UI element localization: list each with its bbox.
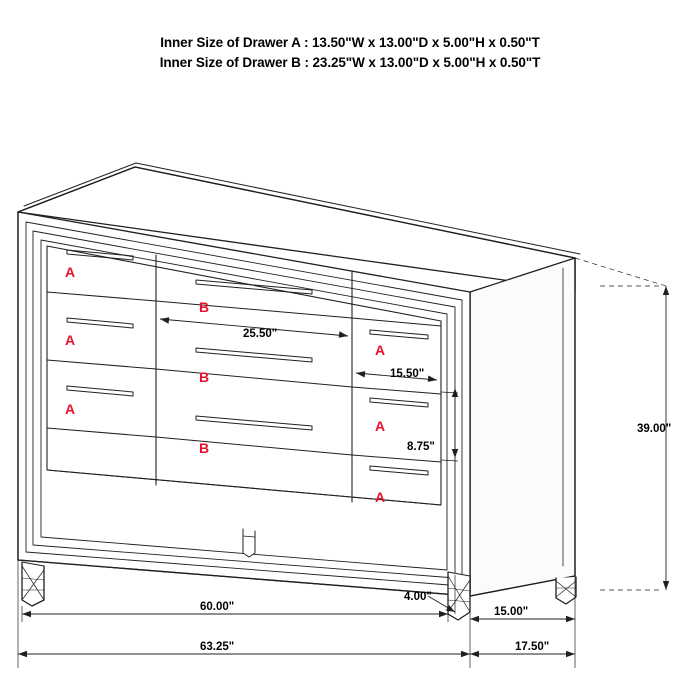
drawer-letter: B [199, 369, 210, 385]
dimension-case-width: 60.00" [200, 601, 235, 613]
drawer-letter: A [375, 342, 386, 358]
dimension-drawer-height: 8.75" [407, 441, 435, 453]
dimension-side-depth-bottom: 17.50" [515, 641, 550, 653]
drawer-letter: A [65, 264, 76, 280]
drawer-letter: B [199, 440, 210, 456]
dimension-leg-height: 4.00" [404, 591, 432, 603]
dimension-overall-width: 63.25" [200, 641, 235, 653]
drawer-letter: A [65, 401, 76, 417]
drawer-letter: A [375, 418, 386, 434]
drawer-letter: A [65, 332, 76, 348]
drawer-letter: B [199, 299, 210, 315]
dimension-drawer-b-width: 25.50" [243, 328, 278, 340]
drawer-letter: A [375, 489, 386, 505]
dimension-side-depth-top: 15.00" [494, 606, 529, 618]
drawer-b-spec: Inner Size of Drawer B : 23.25"W x 13.00"D x 5.00"H x 0.50"T [159, 55, 541, 70]
drawer-a-spec: Inner Size of Drawer A : 13.50"W x 13.00"D x 5.00"H x 0.50"T [160, 35, 540, 50]
dimension-drawer-a-width: 15.50" [390, 368, 425, 380]
dimension-overall-height: 39.00" [637, 423, 672, 435]
